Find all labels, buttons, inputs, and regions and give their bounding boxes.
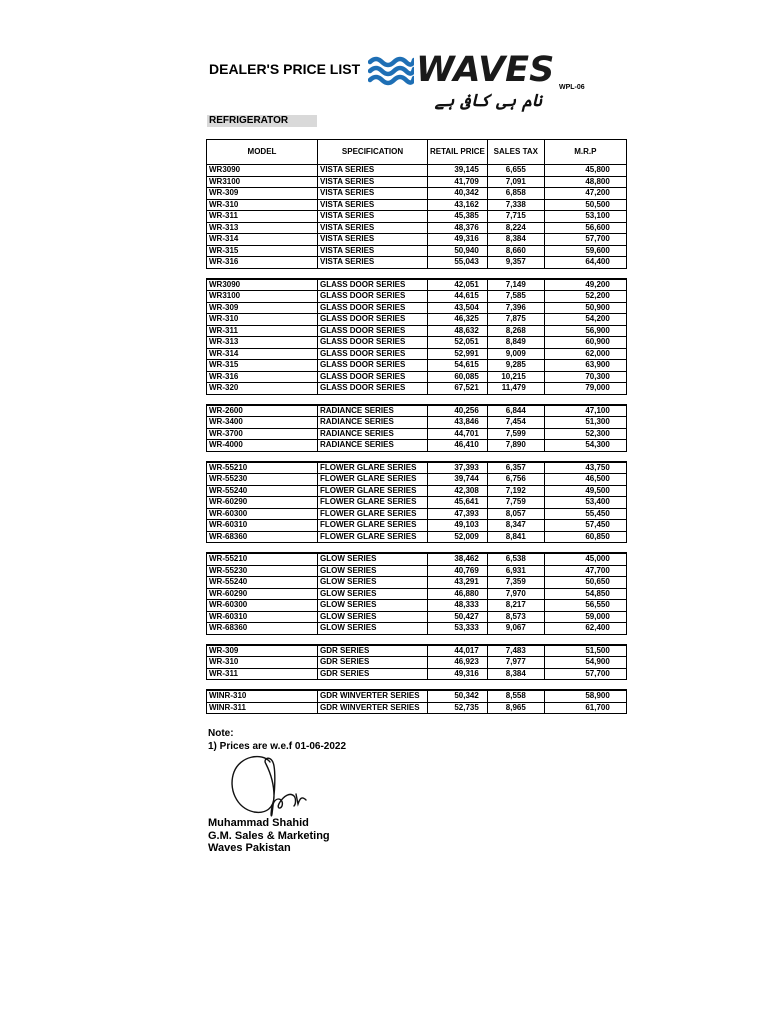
- retail-price-cell: 44,017: [428, 645, 488, 657]
- table-row: [207, 428, 627, 440]
- sales-tax-cell: 9,009: [487, 348, 544, 360]
- model-cell: WR3090: [207, 279, 318, 291]
- retail-price-cell: 38,462: [428, 553, 488, 565]
- model-cell: WR-55210: [207, 553, 318, 565]
- table-row: [207, 302, 627, 314]
- retail-price-cell: 40,769: [428, 565, 488, 577]
- table-row: [207, 690, 627, 702]
- retail-price-cell: 52,991: [428, 348, 488, 360]
- model-cell: WR-310: [207, 199, 318, 211]
- mrp-cell: 54,850: [544, 588, 626, 600]
- mrp-cell: 45,800: [544, 165, 626, 177]
- specification-cell: GLOW SERIES: [318, 553, 428, 565]
- table-row: [207, 588, 627, 600]
- table-row: [207, 371, 627, 383]
- retail-price-cell: 42,308: [428, 485, 488, 497]
- sales-tax-cell: 6,538: [487, 553, 544, 565]
- sales-tax-cell: 6,756: [487, 474, 544, 486]
- model-cell: WR-55240: [207, 485, 318, 497]
- mrp-cell: 59,000: [544, 611, 626, 623]
- specification-cell: GLOW SERIES: [318, 565, 428, 577]
- mrp-cell: 56,600: [544, 222, 626, 234]
- sales-tax-cell: 8,384: [487, 668, 544, 680]
- retail-price-cell: 39,145: [428, 165, 488, 177]
- section-heading: REFRIGERATOR: [207, 115, 317, 127]
- table-row: [207, 623, 627, 635]
- group-separator-cell: [207, 268, 627, 279]
- mrp-cell: 64,400: [544, 257, 626, 269]
- table-row: [207, 611, 627, 623]
- specification-cell: GLASS DOOR SERIES: [318, 325, 428, 337]
- model-cell: WR-316: [207, 371, 318, 383]
- mrp-cell: 60,850: [544, 531, 626, 543]
- specification-cell: GLASS DOOR SERIES: [318, 371, 428, 383]
- specification-cell: GDR SERIES: [318, 657, 428, 669]
- specification-cell: FLOWER GLARE SERIES: [318, 462, 428, 474]
- table-header-row: [207, 140, 627, 165]
- sales-tax-cell: 9,357: [487, 257, 544, 269]
- specification-cell: FLOWER GLARE SERIES: [318, 508, 428, 520]
- retail-price-cell: 37,393: [428, 462, 488, 474]
- retail-price-cell: 44,701: [428, 428, 488, 440]
- group-separator: [207, 634, 627, 645]
- table-row: [207, 188, 627, 200]
- mrp-cell: 50,650: [544, 577, 626, 589]
- table-row: [207, 234, 627, 246]
- price-table-body: [207, 165, 627, 714]
- waves-icon: [368, 54, 414, 86]
- specification-cell: FLOWER GLARE SERIES: [318, 474, 428, 486]
- group-separator: [207, 394, 627, 405]
- mrp-cell: 54,200: [544, 314, 626, 326]
- model-cell: WR-311: [207, 211, 318, 223]
- sales-tax-cell: 7,454: [487, 417, 544, 429]
- table-row: [207, 657, 627, 669]
- model-cell: WR-314: [207, 348, 318, 360]
- sales-tax-cell: 8,573: [487, 611, 544, 623]
- table-row: [207, 199, 627, 211]
- model-cell: WR-60310: [207, 520, 318, 532]
- retail-price-cell: 67,521: [428, 383, 488, 395]
- table-row: [207, 668, 627, 680]
- sales-tax-cell: 7,875: [487, 314, 544, 326]
- retail-price-cell: 54,615: [428, 360, 488, 372]
- sales-tax-cell: 8,558: [487, 690, 544, 702]
- retail-price-cell: 52,051: [428, 337, 488, 349]
- model-cell: WR-316: [207, 257, 318, 269]
- retail-price-cell: 46,325: [428, 314, 488, 326]
- mrp-cell: 51,500: [544, 645, 626, 657]
- model-cell: WR-55230: [207, 474, 318, 486]
- column-header-model: MODEL: [207, 140, 318, 165]
- specification-cell: RADIANCE SERIES: [318, 428, 428, 440]
- mrp-cell: 53,100: [544, 211, 626, 223]
- mrp-cell: 49,500: [544, 485, 626, 497]
- specification-cell: GLASS DOOR SERIES: [318, 360, 428, 372]
- retail-price-cell: 42,051: [428, 279, 488, 291]
- table-row: [207, 245, 627, 257]
- mrp-cell: 54,300: [544, 440, 626, 452]
- table-row: [207, 577, 627, 589]
- sales-tax-cell: 7,585: [487, 291, 544, 303]
- table-row: [207, 165, 627, 177]
- sales-tax-cell: 6,357: [487, 462, 544, 474]
- group-separator: [207, 451, 627, 462]
- model-cell: WR-55230: [207, 565, 318, 577]
- retail-price-cell: 46,923: [428, 657, 488, 669]
- specification-cell: GDR WINVERTER SERIES: [318, 690, 428, 702]
- specification-cell: GLASS DOOR SERIES: [318, 348, 428, 360]
- specification-cell: VISTA SERIES: [318, 199, 428, 211]
- note-heading: Note:: [208, 728, 234, 739]
- sales-tax-cell: 7,599: [487, 428, 544, 440]
- table-row: [207, 462, 627, 474]
- retail-price-cell: 48,632: [428, 325, 488, 337]
- mrp-cell: 54,900: [544, 657, 626, 669]
- retail-price-cell: 45,385: [428, 211, 488, 223]
- sales-tax-cell: 9,285: [487, 360, 544, 372]
- sales-tax-cell: 8,224: [487, 222, 544, 234]
- model-cell: WR-310: [207, 314, 318, 326]
- specification-cell: VISTA SERIES: [318, 211, 428, 223]
- sales-tax-cell: 7,359: [487, 577, 544, 589]
- sales-tax-cell: 8,217: [487, 600, 544, 612]
- model-cell: WR-311: [207, 668, 318, 680]
- specification-cell: VISTA SERIES: [318, 234, 428, 246]
- sales-tax-cell: 6,931: [487, 565, 544, 577]
- sales-tax-cell: 8,849: [487, 337, 544, 349]
- mrp-cell: 50,500: [544, 199, 626, 211]
- mrp-cell: 61,700: [544, 702, 626, 714]
- page-title: DEALER'S PRICE LIST: [209, 61, 361, 77]
- mrp-cell: 53,400: [544, 497, 626, 509]
- waves-logo: [368, 50, 555, 116]
- brand-tagline: نام ہی کافی ہے: [434, 91, 542, 111]
- specification-cell: GLASS DOOR SERIES: [318, 337, 428, 349]
- column-header-specification: SPECIFICATION: [318, 140, 428, 165]
- retail-price-cell: 41,709: [428, 176, 488, 188]
- signatory-company: Waves Pakistan: [208, 842, 291, 854]
- table-row: [207, 211, 627, 223]
- model-cell: WR-2600: [207, 405, 318, 417]
- specification-cell: GLOW SERIES: [318, 600, 428, 612]
- specification-cell: GDR SERIES: [318, 645, 428, 657]
- specification-cell: VISTA SERIES: [318, 165, 428, 177]
- specification-cell: VISTA SERIES: [318, 176, 428, 188]
- mrp-cell: 79,000: [544, 383, 626, 395]
- mrp-cell: 56,900: [544, 325, 626, 337]
- specification-cell: GLASS DOOR SERIES: [318, 279, 428, 291]
- signatory-name: Muhammad Shahid: [208, 817, 309, 829]
- specification-cell: GLOW SERIES: [318, 611, 428, 623]
- retail-price-cell: 50,427: [428, 611, 488, 623]
- specification-cell: GDR WINVERTER SERIES: [318, 702, 428, 714]
- model-cell: WR-55210: [207, 462, 318, 474]
- specification-cell: FLOWER GLARE SERIES: [318, 531, 428, 543]
- sales-tax-cell: 7,192: [487, 485, 544, 497]
- sales-tax-cell: 6,844: [487, 405, 544, 417]
- mrp-cell: 59,600: [544, 245, 626, 257]
- sales-tax-cell: 7,091: [487, 176, 544, 188]
- specification-cell: RADIANCE SERIES: [318, 440, 428, 452]
- model-cell: WINR-310: [207, 690, 318, 702]
- table-row: [207, 565, 627, 577]
- model-cell: WR-315: [207, 245, 318, 257]
- sales-tax-cell: 6,655: [487, 165, 544, 177]
- table-row: [207, 279, 627, 291]
- specification-cell: GLOW SERIES: [318, 623, 428, 635]
- sales-tax-cell: 8,660: [487, 245, 544, 257]
- table-row: [207, 257, 627, 269]
- sales-tax-cell: 11,479: [487, 383, 544, 395]
- sales-tax-cell: 7,715: [487, 211, 544, 223]
- retail-price-cell: 46,880: [428, 588, 488, 600]
- signature: [222, 750, 332, 822]
- retail-price-cell: 48,376: [428, 222, 488, 234]
- mrp-cell: 47,100: [544, 405, 626, 417]
- retail-price-cell: 40,256: [428, 405, 488, 417]
- table-row: [207, 383, 627, 395]
- group-separator-cell: [207, 451, 627, 462]
- table-row: [207, 702, 627, 714]
- mrp-cell: 52,200: [544, 291, 626, 303]
- model-cell: WR-315: [207, 360, 318, 372]
- table-row: [207, 474, 627, 486]
- retail-price-cell: 44,615: [428, 291, 488, 303]
- specification-cell: FLOWER GLARE SERIES: [318, 520, 428, 532]
- table-row: [207, 348, 627, 360]
- sales-tax-cell: 7,338: [487, 199, 544, 211]
- table-row: [207, 531, 627, 543]
- mrp-cell: 63,900: [544, 360, 626, 372]
- retail-price-cell: 60,085: [428, 371, 488, 383]
- table-row: [207, 600, 627, 612]
- mrp-cell: 46,500: [544, 474, 626, 486]
- mrp-cell: 57,450: [544, 520, 626, 532]
- specification-cell: VISTA SERIES: [318, 245, 428, 257]
- model-cell: WR-60290: [207, 497, 318, 509]
- sales-tax-cell: 7,483: [487, 645, 544, 657]
- mrp-cell: 45,000: [544, 553, 626, 565]
- table-row: [207, 440, 627, 452]
- model-cell: WR-4000: [207, 440, 318, 452]
- model-cell: WR-309: [207, 302, 318, 314]
- brand-name: WAVES: [416, 50, 555, 90]
- table-row: [207, 485, 627, 497]
- retail-price-cell: 46,410: [428, 440, 488, 452]
- sales-tax-cell: 6,858: [487, 188, 544, 200]
- sales-tax-cell: 7,970: [487, 588, 544, 600]
- document-code: WPL-06: [559, 84, 585, 91]
- specification-cell: FLOWER GLARE SERIES: [318, 497, 428, 509]
- retail-price-cell: 45,641: [428, 497, 488, 509]
- mrp-cell: 56,550: [544, 600, 626, 612]
- model-cell: WR-320: [207, 383, 318, 395]
- mrp-cell: 51,300: [544, 417, 626, 429]
- model-cell: WR3100: [207, 291, 318, 303]
- mrp-cell: 47,200: [544, 188, 626, 200]
- signatory-title: G.M. Sales & Marketing: [208, 829, 330, 842]
- retail-price-cell: 40,342: [428, 188, 488, 200]
- group-separator: [207, 543, 627, 554]
- mrp-cell: 49,200: [544, 279, 626, 291]
- table-row: [207, 553, 627, 565]
- sales-tax-cell: 7,759: [487, 497, 544, 509]
- mrp-cell: 57,700: [544, 234, 626, 246]
- specification-cell: RADIANCE SERIES: [318, 417, 428, 429]
- table-row: [207, 291, 627, 303]
- retail-price-cell: 43,291: [428, 577, 488, 589]
- retail-price-cell: 52,009: [428, 531, 488, 543]
- table-row: [207, 645, 627, 657]
- sales-tax-cell: 7,149: [487, 279, 544, 291]
- model-cell: WR-60300: [207, 508, 318, 520]
- column-header-retail-price: RETAIL PRICE: [428, 140, 488, 165]
- specification-cell: GLOW SERIES: [318, 577, 428, 589]
- retail-price-cell: 39,744: [428, 474, 488, 486]
- note-item: 1) Prices are w.e.f 01-06-2022: [208, 741, 347, 752]
- specification-cell: VISTA SERIES: [318, 188, 428, 200]
- group-separator-cell: [207, 543, 627, 554]
- model-cell: WR-313: [207, 222, 318, 234]
- sales-tax-cell: 7,396: [487, 302, 544, 314]
- sales-tax-cell: 8,057: [487, 508, 544, 520]
- specification-cell: RADIANCE SERIES: [318, 405, 428, 417]
- sales-tax-cell: 7,890: [487, 440, 544, 452]
- model-cell: WR-309: [207, 188, 318, 200]
- model-cell: WINR-311: [207, 702, 318, 714]
- sales-tax-cell: 8,268: [487, 325, 544, 337]
- sales-tax-cell: 10,215: [487, 371, 544, 383]
- group-separator-cell: [207, 680, 627, 691]
- mrp-cell: 70,300: [544, 371, 626, 383]
- table-row: [207, 325, 627, 337]
- table-row: [207, 520, 627, 532]
- retail-price-cell: 50,342: [428, 690, 488, 702]
- mrp-cell: 47,700: [544, 565, 626, 577]
- mrp-cell: 50,900: [544, 302, 626, 314]
- model-cell: WR-60310: [207, 611, 318, 623]
- model-cell: WR-68360: [207, 531, 318, 543]
- table-row: [207, 337, 627, 349]
- sales-tax-cell: 8,347: [487, 520, 544, 532]
- retail-price-cell: 47,393: [428, 508, 488, 520]
- model-cell: WR-3700: [207, 428, 318, 440]
- specification-cell: VISTA SERIES: [318, 257, 428, 269]
- table-row: [207, 176, 627, 188]
- retail-price-cell: 53,333: [428, 623, 488, 635]
- mrp-cell: 58,900: [544, 690, 626, 702]
- sales-tax-cell: 8,384: [487, 234, 544, 246]
- retail-price-cell: 43,846: [428, 417, 488, 429]
- retail-price-cell: 49,316: [428, 234, 488, 246]
- table-row: [207, 497, 627, 509]
- model-cell: WR-309: [207, 645, 318, 657]
- specification-cell: GLASS DOOR SERIES: [318, 302, 428, 314]
- sales-tax-cell: 7,977: [487, 657, 544, 669]
- model-cell: WR-68360: [207, 623, 318, 635]
- mrp-cell: 60,900: [544, 337, 626, 349]
- model-cell: WR-314: [207, 234, 318, 246]
- sales-tax-cell: 8,841: [487, 531, 544, 543]
- mrp-cell: 57,700: [544, 668, 626, 680]
- table-row: [207, 417, 627, 429]
- mrp-cell: 62,400: [544, 623, 626, 635]
- retail-price-cell: 52,735: [428, 702, 488, 714]
- table-row: [207, 508, 627, 520]
- mrp-cell: 55,450: [544, 508, 626, 520]
- retail-price-cell: 43,162: [428, 199, 488, 211]
- table-row: [207, 314, 627, 326]
- retail-price-cell: 50,940: [428, 245, 488, 257]
- price-table: [206, 139, 627, 714]
- specification-cell: VISTA SERIES: [318, 222, 428, 234]
- sales-tax-cell: 8,965: [487, 702, 544, 714]
- retail-price-cell: 43,504: [428, 302, 488, 314]
- model-cell: WR-311: [207, 325, 318, 337]
- specification-cell: GLASS DOOR SERIES: [318, 291, 428, 303]
- signatory-block: [208, 817, 330, 855]
- specification-cell: GLASS DOOR SERIES: [318, 314, 428, 326]
- table-row: [207, 360, 627, 372]
- column-header-mrp: M.R.P: [544, 140, 626, 165]
- retail-price-cell: 49,316: [428, 668, 488, 680]
- model-cell: WR-60300: [207, 600, 318, 612]
- retail-price-cell: 48,333: [428, 600, 488, 612]
- specification-cell: FLOWER GLARE SERIES: [318, 485, 428, 497]
- model-cell: WR-55240: [207, 577, 318, 589]
- specification-cell: GLASS DOOR SERIES: [318, 383, 428, 395]
- specification-cell: GDR SERIES: [318, 668, 428, 680]
- group-separator-cell: [207, 394, 627, 405]
- table-row: [207, 222, 627, 234]
- model-cell: WR-60290: [207, 588, 318, 600]
- mrp-cell: 52,300: [544, 428, 626, 440]
- specification-cell: GLOW SERIES: [318, 588, 428, 600]
- mrp-cell: 62,000: [544, 348, 626, 360]
- model-cell: WR-3400: [207, 417, 318, 429]
- retail-price-cell: 55,043: [428, 257, 488, 269]
- group-separator: [207, 268, 627, 279]
- table-row: [207, 405, 627, 417]
- model-cell: WR3100: [207, 176, 318, 188]
- model-cell: WR-313: [207, 337, 318, 349]
- group-separator-cell: [207, 634, 627, 645]
- mrp-cell: 48,800: [544, 176, 626, 188]
- sales-tax-cell: 9,067: [487, 623, 544, 635]
- model-cell: WR3090: [207, 165, 318, 177]
- model-cell: WR-310: [207, 657, 318, 669]
- group-separator: [207, 680, 627, 691]
- column-header-sales-tax: SALES TAX: [487, 140, 544, 165]
- mrp-cell: 43,750: [544, 462, 626, 474]
- retail-price-cell: 49,103: [428, 520, 488, 532]
